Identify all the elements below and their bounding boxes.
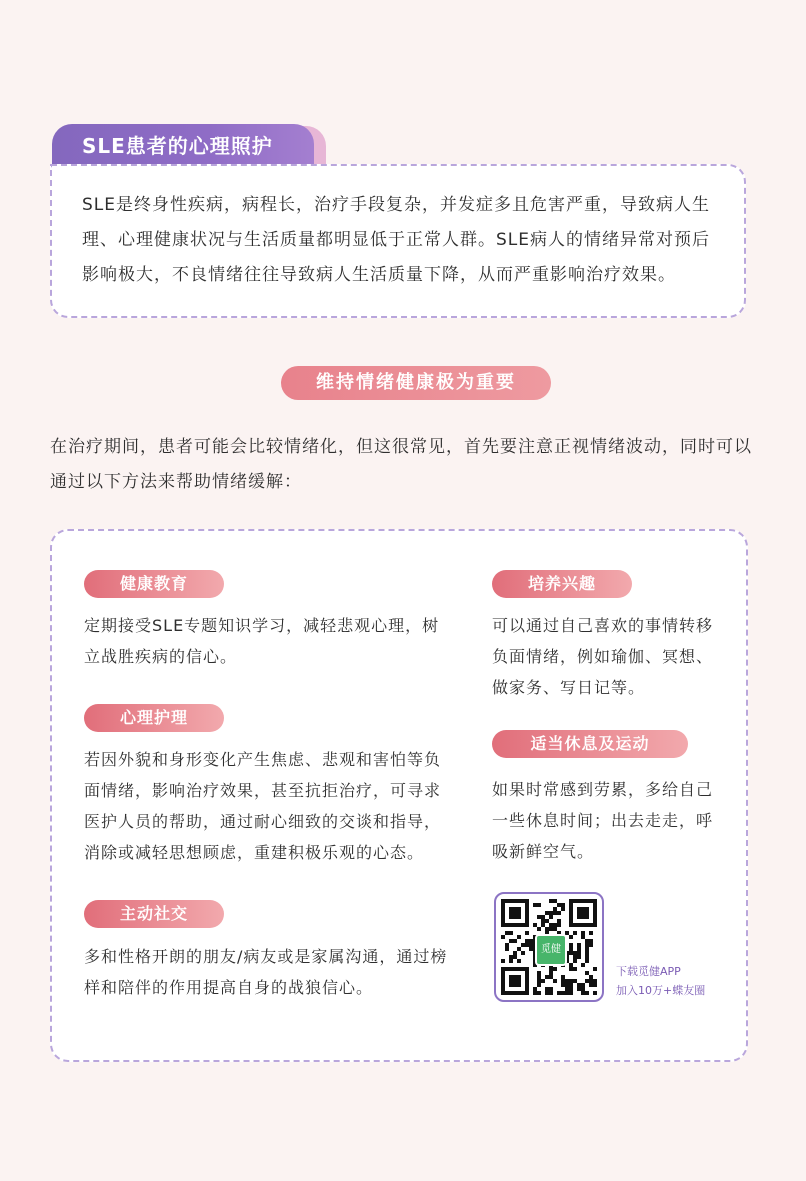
tag-social: 主动社交	[84, 900, 224, 928]
tag-psych-care: 心理护理	[84, 704, 224, 732]
qr-caption-line2: 加入10万+蝶友圈	[616, 984, 706, 997]
text-health-education: 定期接受SLE专题知识学习，减轻悲观心理，树立战胜疾病的信心。	[84, 616, 440, 666]
text-psych-care: 若因外貌和身形变化产生焦虑、悲观和害怕等负面情绪，影响治疗效果，甚至抗拒治疗，可寻求医护人员的帮助，通过耐心细致的交谈和指导，消除或减轻思想顾虑，重建积极乐观的心态。	[84, 750, 442, 862]
app-logo-icon: 觅健	[535, 934, 567, 966]
qr-code[interactable]	[494, 892, 604, 1002]
intro-card-text: SLE是终身性疾病，病程长，治疗手段复杂，并发症多且危害严重，导致病人生理、心理健康状况与生活质量都明显低于正常人群。SLE病人的情绪异常对预后影响极大，不良情绪往往导致病人生活质量下降，从而严重影响治疗效果。	[82, 195, 711, 285]
tag-health-education: 健康教育	[84, 570, 224, 598]
text-hobbies: 可以通过自己喜欢的事情转移负面情绪，例如瑜伽、冥想、做家务、写日记等。	[492, 616, 714, 697]
section-title: SLE患者的心理照护	[52, 124, 314, 168]
intro-card	[50, 164, 746, 318]
tag-hobbies: 培养兴趣	[492, 570, 632, 598]
text-rest-exercise: 如果时常感到劳累，多给自己一些休息时间；出去走走，呼吸新鲜空气。	[492, 780, 714, 861]
qr-caption-line1: 下载觅健APP	[616, 965, 681, 978]
qr-caption	[616, 962, 736, 1000]
tag-rest-exercise: 适当休息及运动	[492, 730, 688, 758]
text-social: 多和性格开朗的朋友/病友或是家属沟通，通过榜样和陪伴的作用提高自身的战狼信心。	[84, 947, 448, 997]
section-heading: 维持情绪健康极为重要	[281, 366, 551, 400]
section-intro-text: 在治疗期间，患者可能会比较情绪化，但这很常见，首先要注意正视情绪波动，同时可以通过以下方法来帮助情绪缓解：	[50, 437, 752, 492]
